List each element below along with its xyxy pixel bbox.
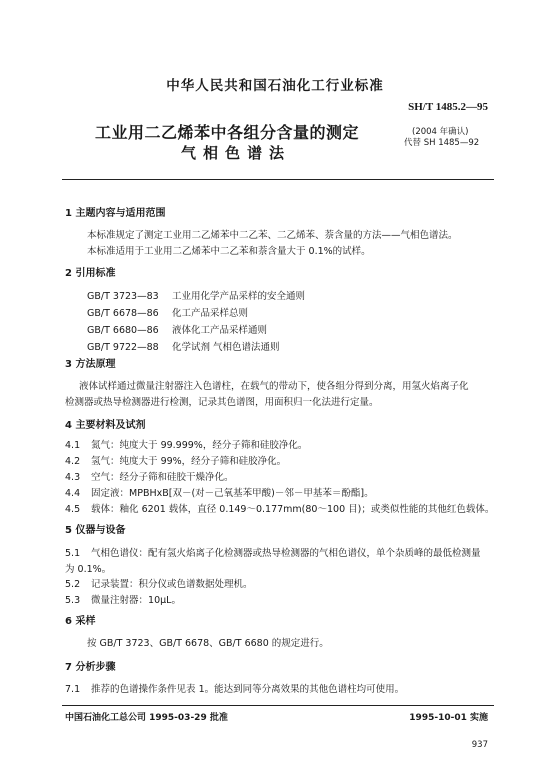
list-item — [65, 453, 286, 467]
section-1-paragraph-2: 本标准适用于工业用二乙烯苯中二乙苯和萘含量大于 0.1%的试样。 — [87, 246, 371, 257]
item-text: 空气：经分子筛和硅胶干燥净化。 — [91, 472, 234, 483]
section-6-heading: 6 采样 — [65, 616, 96, 627]
section-1-paragraph-1: 本标准规定了测定工业用二乙烯苯中二乙苯、二乙烯苯、萘含量的方法——气相色谱法。 — [87, 230, 458, 241]
list-item — [65, 681, 404, 695]
item-number: 7.1 — [65, 684, 81, 695]
reference-name: 化工产品采样总则 — [172, 308, 249, 319]
reference-code: GB/T 9722—88 — [87, 342, 159, 353]
item-text: 记录装置：积分仪或色谱数据处理机。 — [91, 579, 253, 590]
section-7-heading: 7 分析步骤 — [65, 662, 116, 673]
reference-code: GB/T 6680—86 — [87, 325, 159, 336]
reference-code: GB/T 6678—86 — [87, 308, 159, 319]
footer-divider — [62, 705, 494, 706]
item-text: 氢气：纯度大于 99%，经分子筛和硅胶净化。 — [91, 456, 287, 467]
item-number: 4.1 — [65, 440, 81, 451]
item-text: 氮气：纯度大于 99.999%，经分子筛和硅胶净化。 — [91, 440, 308, 451]
reference-item — [87, 305, 248, 319]
replaces-note: 代替 SH 1485—92 — [404, 138, 480, 148]
item-text: 载体：釉化 6201 载体，直径 0.149～0.177mm(80～100 目)；或类似性能的其他红色载体。 — [91, 504, 495, 515]
document-title-line1: 工业用二乙烯苯中各组分含量的测定 — [95, 123, 360, 142]
list-item — [65, 576, 253, 590]
reference-code: GB/T 3723—83 — [87, 291, 159, 302]
list-item — [65, 469, 234, 483]
section-5-heading: 5 仪器与设备 — [65, 525, 126, 536]
implementation-date: 1995-10-01 实施 — [409, 713, 488, 723]
section-3-paragraph-line-1: 液体试样通过微量注射器注入色谱柱，在载气的带动下，使各组分得到分离，用氢火焰离子化 — [79, 381, 469, 392]
list-item — [65, 545, 481, 559]
list-item — [65, 437, 307, 451]
item-text: 推荐的色谱操作条件见表 1。能达到同等分离效果的其他色谱柱均可使用。 — [91, 684, 405, 695]
item-number: 5.2 — [65, 579, 81, 590]
item-number: 4.2 — [65, 456, 81, 467]
item-number: 5.1 — [65, 548, 81, 559]
reference-name: 液体化工产品采样通则 — [172, 325, 268, 336]
section-3-paragraph-line-2: 检测器或热导检测器进行检测，记录其色谱图，用面积归一化法进行定量。 — [65, 397, 379, 408]
item-text: 气相色谱仪：配有氢火焰离子化检测器或热导检测器的气相色谱仪，单个杂质峰的最低检测量 — [91, 548, 481, 559]
item-number: 4.5 — [65, 504, 81, 515]
item-text: 固定液：MPBHxB[双－(对－己氧基苯甲酸)－邻－甲基苯＝酚酯]。 — [91, 488, 374, 499]
list-item — [65, 485, 374, 499]
document-title-line2: 气相色谱法 — [181, 144, 292, 162]
section-4-heading: 4 主要材料及试剂 — [65, 420, 146, 431]
item-number: 4.4 — [65, 488, 81, 499]
reference-item — [87, 322, 267, 336]
section-1-heading: 1 主题内容与适用范围 — [65, 208, 166, 219]
item-continuation: 为 0.1%。 — [65, 564, 112, 575]
item-number: 4.3 — [65, 472, 81, 483]
reference-name: 工业用化学产品采样的安全通则 — [172, 291, 306, 302]
reference-item — [87, 339, 280, 353]
reference-name: 化学试剂 气相色谱法通则 — [172, 342, 280, 353]
approval-note: 中国石油化工总公司 1995-03-29 批准 — [65, 713, 228, 723]
list-item — [65, 501, 494, 515]
confirmation-note: (2004 年确认) — [412, 127, 469, 137]
reference-item — [87, 288, 305, 302]
header-divider — [62, 179, 494, 180]
list-item — [65, 592, 181, 606]
standard-number: SH/T 1485.2—95 — [408, 101, 488, 113]
section-3-heading: 3 方法原理 — [65, 359, 116, 370]
item-text: 微量注射器：10μL。 — [91, 595, 181, 606]
item-number: 5.3 — [65, 595, 81, 606]
national-standard-title: 中华人民共和国石油化工行业标准 — [166, 78, 384, 94]
section-6-paragraph: 按 GB/T 3723、GB/T 6678、GB/T 6680 的规定进行。 — [87, 638, 329, 649]
page-number: 937 — [471, 740, 488, 750]
section-2-heading: 2 引用标准 — [65, 268, 116, 279]
